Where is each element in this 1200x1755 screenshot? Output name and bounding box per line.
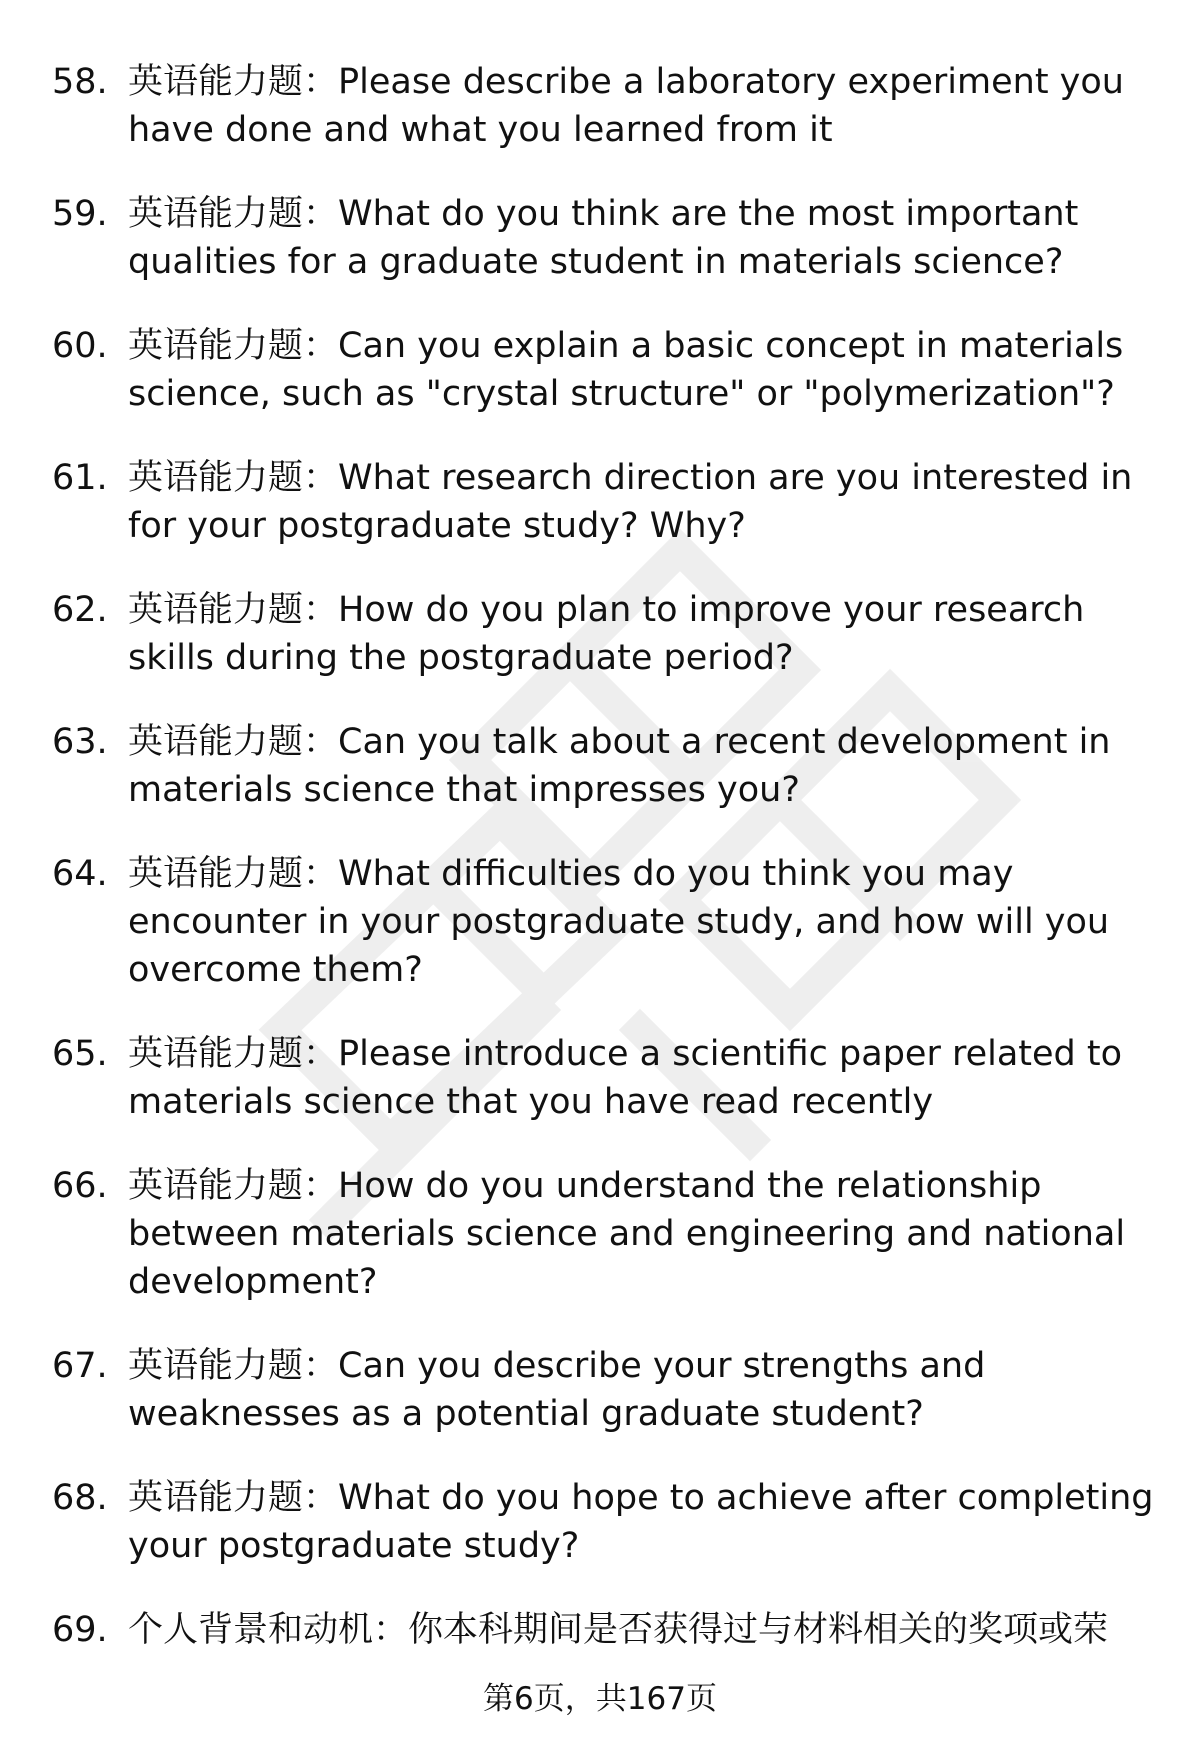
question-number: 64.	[52, 854, 108, 894]
question-body	[128, 322, 1162, 418]
question-category: 英语能力题：	[128, 62, 339, 102]
question-text: Please describe a laboratory experiment you have done and what you learned from it	[128, 62, 1124, 150]
question-category: 英语能力题：	[128, 1166, 339, 1206]
question-category: 个人背景和动机：	[128, 1610, 409, 1650]
question-item	[52, 718, 1162, 814]
question-item	[52, 190, 1162, 286]
page-number-footer: 第6页，共167页	[483, 1681, 717, 1717]
question-body	[128, 1606, 1162, 1654]
question-text: Please introduce a scientific paper related to materials science that you have read recently	[128, 1034, 1123, 1122]
question-item	[52, 850, 1162, 994]
question-category: 英语能力题：	[128, 194, 339, 234]
question-category: 英语能力题：	[128, 590, 339, 630]
question-text: Can you talk about a recent development in materials science that impresses you?	[128, 722, 1111, 810]
question-body	[128, 586, 1162, 682]
question-item	[52, 1342, 1162, 1438]
question-number: 62.	[52, 590, 108, 630]
question-category: 英语能力题：	[128, 458, 339, 498]
question-list	[52, 58, 1162, 1690]
question-number: 63.	[52, 722, 108, 762]
question-text: How do you plan to improve your research skills during the postgraduate period?	[128, 590, 1085, 678]
question-body	[128, 190, 1162, 286]
question-item	[52, 586, 1162, 682]
question-category: 英语能力题：	[128, 326, 339, 366]
question-number: 61.	[52, 458, 108, 498]
question-body	[128, 58, 1162, 154]
question-number: 60.	[52, 326, 108, 366]
question-text: Can you explain a basic concept in materials science, such as "crystal structure" or "polymerization"?	[128, 326, 1124, 414]
question-number: 68.	[52, 1478, 108, 1518]
question-text: What do you hope to achieve after completing your postgraduate study?	[128, 1478, 1154, 1566]
question-category: 英语能力题：	[128, 854, 339, 894]
question-body	[128, 1030, 1162, 1126]
question-number: 65.	[52, 1034, 108, 1074]
question-body	[128, 1162, 1162, 1306]
question-body	[128, 454, 1162, 550]
question-number: 67.	[52, 1346, 108, 1386]
question-text: What research direction are you interested in for your postgraduate study? Why?	[128, 458, 1133, 546]
question-item	[52, 454, 1162, 550]
question-category: 英语能力题：	[128, 722, 339, 762]
question-category: 英语能力题：	[128, 1478, 339, 1518]
question-item	[52, 1162, 1162, 1306]
question-body	[128, 1474, 1162, 1570]
question-item	[52, 1606, 1162, 1654]
question-category: 英语能力题：	[128, 1346, 339, 1386]
question-number: 59.	[52, 194, 108, 234]
question-number: 58.	[52, 62, 108, 102]
question-item	[52, 322, 1162, 418]
question-number: 69.	[52, 1610, 108, 1650]
question-text: How do you understand the relationship between materials science and engineering and national development?	[128, 1166, 1126, 1302]
question-item	[52, 1474, 1162, 1570]
question-text: Can you describe your strengths and weaknesses as a potential graduate student?	[128, 1346, 986, 1434]
question-category: 英语能力题：	[128, 1034, 339, 1074]
question-body	[128, 718, 1162, 814]
question-number: 66.	[52, 1166, 108, 1206]
question-text: 你本科期间是否获得过与材料相关的奖项或荣	[408, 1610, 1109, 1650]
question-item	[52, 1030, 1162, 1126]
question-body	[128, 850, 1162, 994]
question-item	[52, 58, 1162, 154]
question-body	[128, 1342, 1162, 1438]
question-text: What do you think are the most important qualities for a graduate student in materials science?	[128, 194, 1079, 282]
question-text: What difficulties do you think you may encounter in your postgraduate study, and how will you overcome them?	[128, 854, 1110, 990]
